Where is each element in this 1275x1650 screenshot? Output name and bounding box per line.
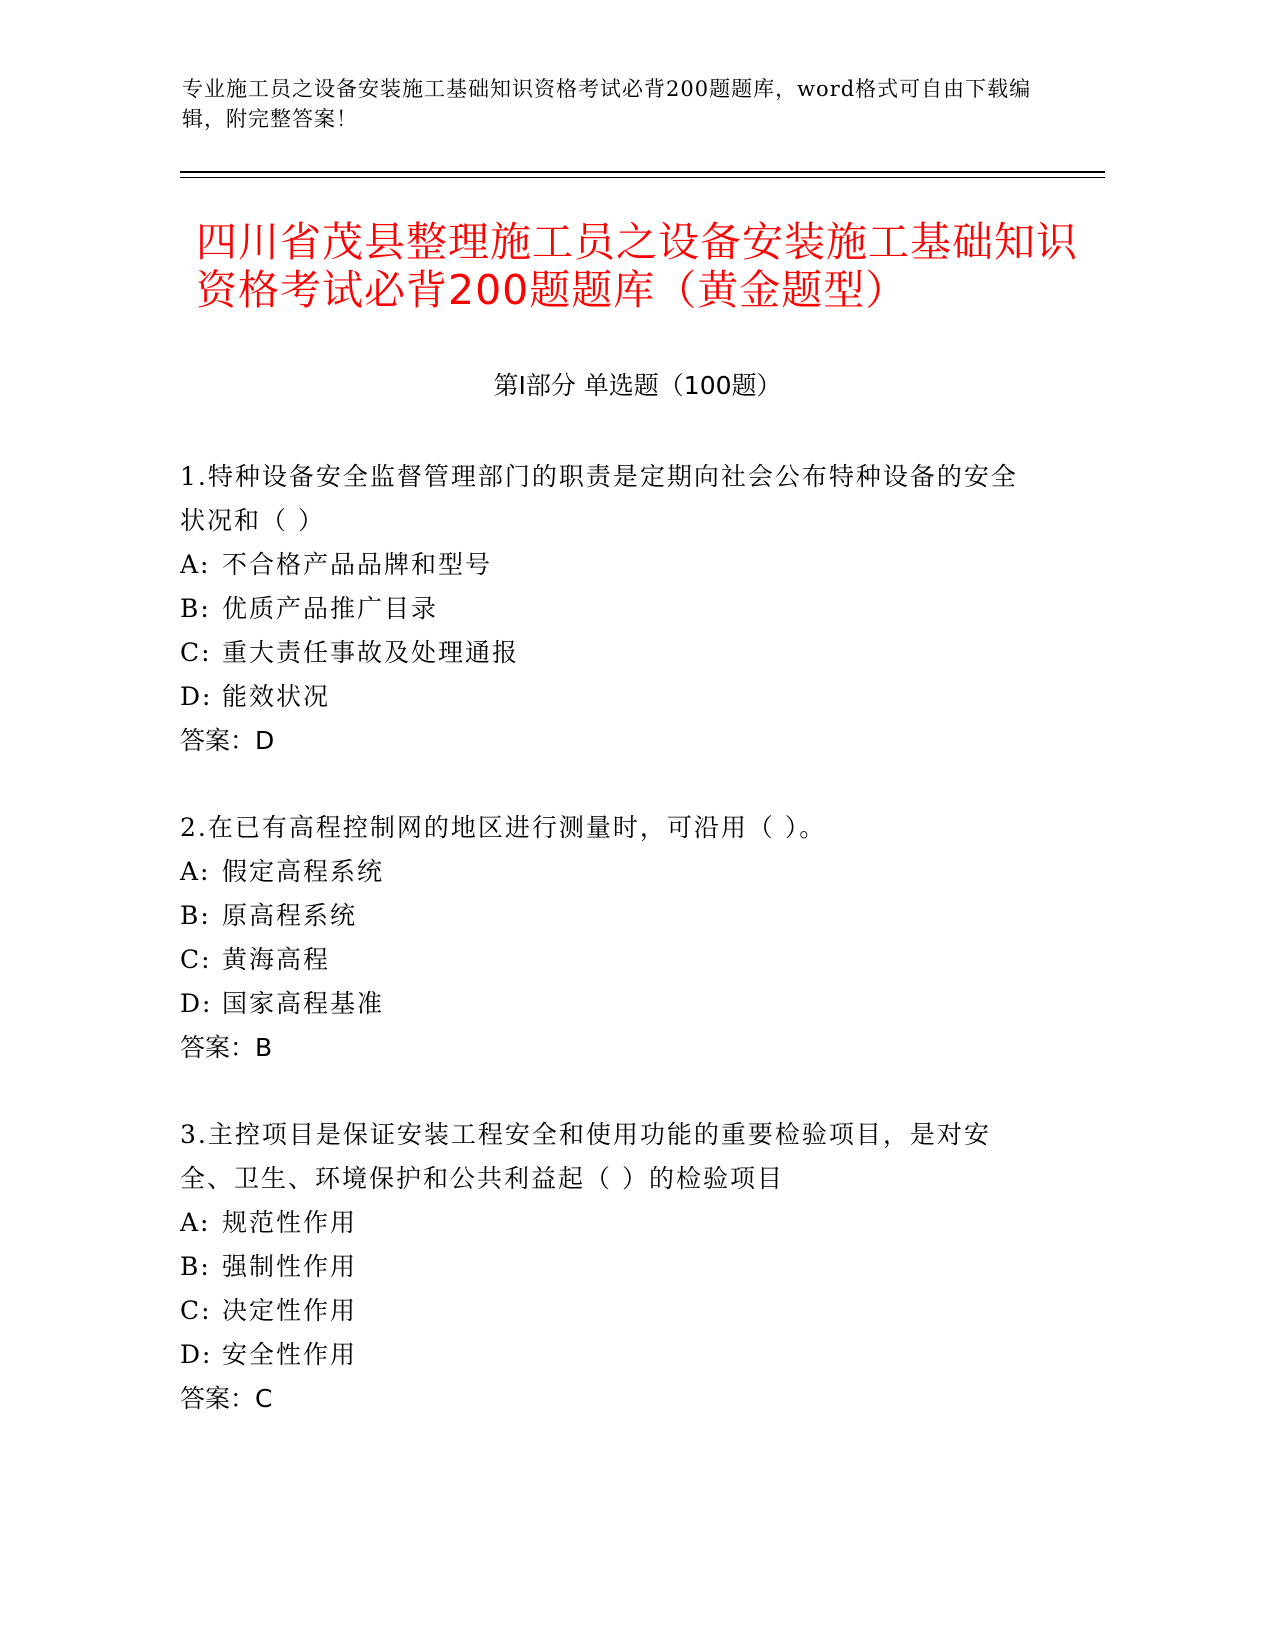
option-text: 安全性作用	[222, 1340, 358, 1369]
option-b	[180, 1245, 1020, 1289]
option-text: 不合格产品品牌和型号	[222, 550, 493, 579]
option-letter: C:	[180, 638, 212, 667]
header-divider-thin	[180, 177, 1105, 178]
option-letter: B:	[180, 594, 211, 623]
option-c	[180, 631, 1020, 675]
section-heading: 第Ⅰ部分 单选题（100题）	[493, 371, 782, 400]
option-text: 黄海高程	[222, 945, 331, 974]
document-title: 四川省茂县整理施工员之设备安装施工基础知识资格考试必背200题题库（黄金题型）	[196, 218, 1078, 314]
option-text: 决定性作用	[222, 1296, 358, 1325]
question-1	[180, 455, 1020, 763]
option-text: 假定高程系统	[222, 857, 385, 886]
option-d	[180, 1333, 1020, 1377]
option-b	[180, 587, 1020, 631]
option-a	[180, 1201, 1020, 1245]
answer-line: 答案：B	[180, 1033, 273, 1062]
option-letter: D:	[180, 989, 213, 1018]
question-stem: 3.主控项目是保证安装工程安全和使用功能的重要检验项目，是对安全、卫生、环境保护和公共利益起（ ）的检验项目	[180, 1120, 991, 1193]
option-text: 强制性作用	[222, 1252, 358, 1281]
option-d	[180, 982, 1020, 1026]
option-letter: B:	[180, 901, 211, 930]
question-2	[180, 806, 1020, 1070]
question-stem: 2.在已有高程控制网的地区进行测量时，可沿用（ ）。	[180, 813, 827, 842]
header-note: 专业施工员之设备安装施工基础知识资格考试必背200题题库，word格式可自由下载编辑，附完整答案！	[182, 77, 1032, 131]
option-b	[180, 894, 1020, 938]
option-text: 优质产品推广目录	[222, 594, 439, 623]
question-stem: 1.特种设备安全监督管理部门的职责是定期向社会公布特种设备的安全状况和（ ）	[180, 462, 1018, 535]
option-text: 规范性作用	[222, 1208, 358, 1237]
option-c	[180, 938, 1020, 982]
option-letter: A:	[180, 857, 211, 886]
question-3	[180, 1113, 1020, 1421]
option-d	[180, 675, 1020, 719]
option-text: 国家高程基准	[222, 989, 385, 1018]
option-c	[180, 1289, 1020, 1333]
header-divider-thick	[180, 171, 1105, 173]
option-letter: D:	[180, 682, 213, 711]
option-letter: C:	[180, 1296, 212, 1325]
option-text: 重大责任事故及处理通报	[222, 638, 520, 667]
option-text: 能效状况	[222, 682, 331, 711]
question-list	[180, 455, 1020, 1464]
option-text: 原高程系统	[222, 901, 358, 930]
option-letter: D:	[180, 1340, 213, 1369]
option-a	[180, 543, 1020, 587]
answer-line: 答案：C	[180, 1384, 273, 1413]
answer-line: 答案：D	[180, 726, 275, 755]
option-letter: A:	[180, 550, 211, 579]
option-letter: C:	[180, 945, 212, 974]
option-letter: B:	[180, 1252, 211, 1281]
option-a	[180, 850, 1020, 894]
option-letter: A:	[180, 1208, 211, 1237]
